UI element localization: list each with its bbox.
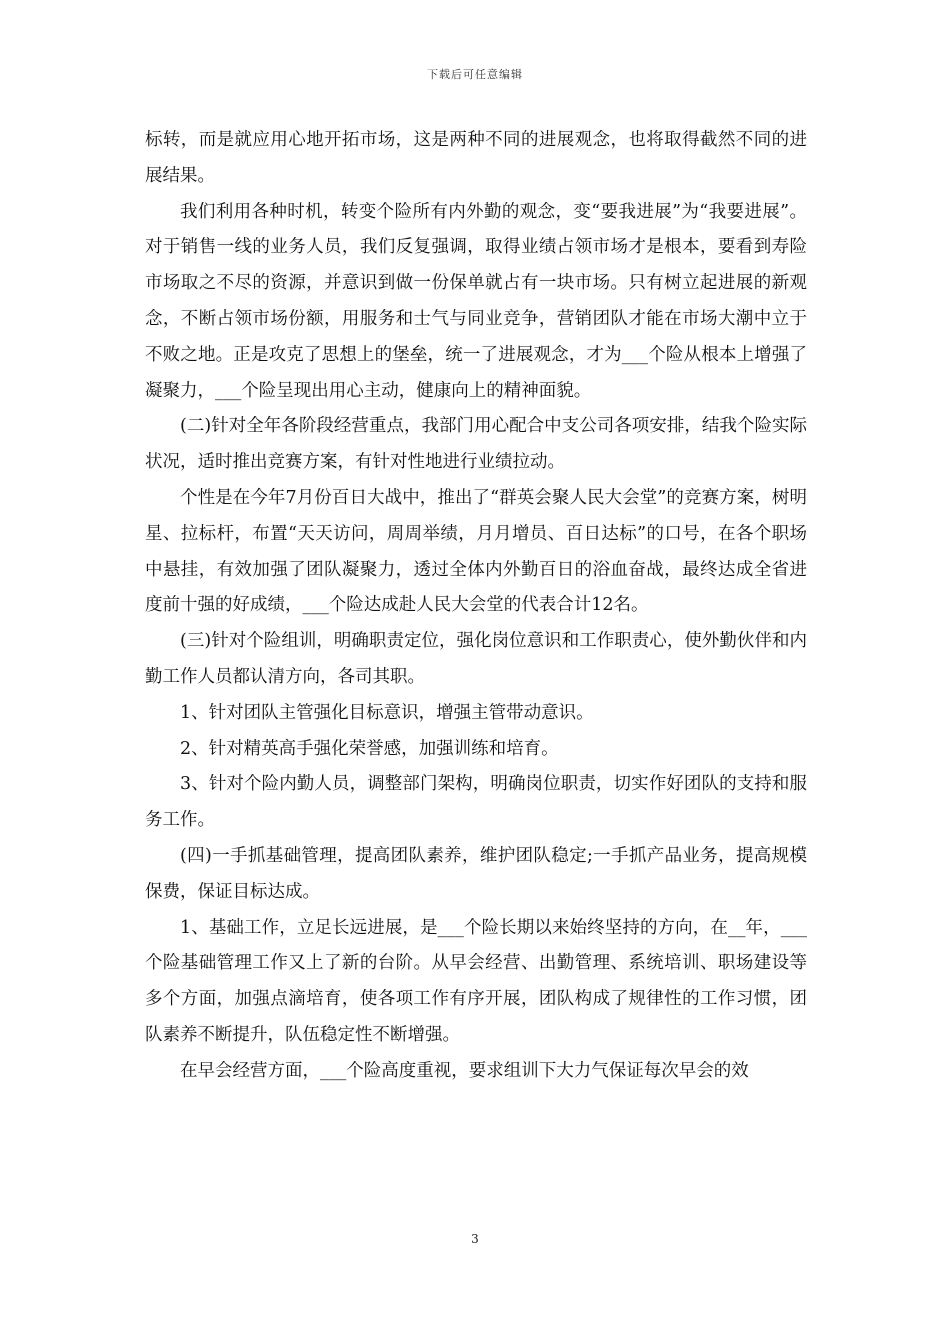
paragraph-basic-work: 1、基础工作，立足长远进展，是___个险长期以来始终坚持的方向，在__年，___个险基础管理工作又上了新的台阶。从早会经营、出勤管理、系统培训、职场建设等多个方面，加强点滴培育，使各项工作有序开展，团队构成了规律性的工作习惯，团队素养不断提升，队伍稳定性不断增强。 xyxy=(145,917,807,1045)
list-item-2: 2、针对精英高手强化荣誉感，加强训练和培育。 xyxy=(180,738,559,759)
paragraph-morning-meeting: 在早会经营方面，___个险高度重视，要求组训下大力气保证每次早会的效 xyxy=(180,1060,749,1081)
list-item-1: 1、针对团队主管强化目标意识，增强主管带动意识。 xyxy=(180,702,594,723)
paragraph-section-two: (二)针对全年各阶段经营重点，我部门用心配合中支公司各项安排，结我个险实际状况，适时推出竞赛方案，有针对性地进行业绩拉动。 xyxy=(145,416,807,473)
document-body xyxy=(145,123,807,1090)
paragraph-section-four: (四)一手抓基础管理，提高团队素养，维护团队稳定;一手抓产品业务，提高规模保费，保证目标达成。 xyxy=(145,845,807,902)
paragraph-concept-change: 我们利用各种时机，转变个险所有内外勤的观念，变“要我进展”为“我要进展”。对于销售一线的业务人员，我们反复强调，取得业绩占领市场才是根本，要看到寿险市场取之不尽的资源，并意识到做一份保单就占有一块市场。只有树立起进展的新观念，不断占领市场份额，用服务和士气与同业竞争，营销团队才能在市场大潮中立于不败之地。正是攻克了思想上的堡垒，统一了进展观念，才为___个险从根本上增强了凝聚力，___个险呈现出用心主动，健康向上的精神面貌。 xyxy=(145,201,807,401)
page-header: 下载后可任意编辑 xyxy=(427,68,523,81)
paragraph-hundred-day-campaign: 个性是在今年7月份百日大战中，推出了“群英会聚人民大会堂”的竞赛方案，树明星、拉标杆，布置“天天访问，周周举绩，月月增员、百日达标”的口号，在各个职场中悬挂，有效加强了团队凝聚力，透过全体内外勤百日的浴血奋战，最终达成全省进度前十强的好成绩，___个险达成赴人民大会堂的代表合计12名。 xyxy=(145,487,807,616)
list-item-3: 3、针对个险内勤人员，调整部门架构，明确岗位职责，切实作好团队的支持和服务工作。 xyxy=(145,774,807,831)
paragraph-continuation: 标转，而是就应用心地开拓市场，这是两种不同的进展观念，也将取得截然不同的进展结果。 xyxy=(145,130,807,186)
page-number: 3 xyxy=(471,1232,479,1246)
paragraph-section-three: (三)针对个险组训，明确职责定位，强化岗位意识和工作职责心，使外勤伙伴和内勤工作人员都认清方向，各司其职。 xyxy=(145,631,807,687)
